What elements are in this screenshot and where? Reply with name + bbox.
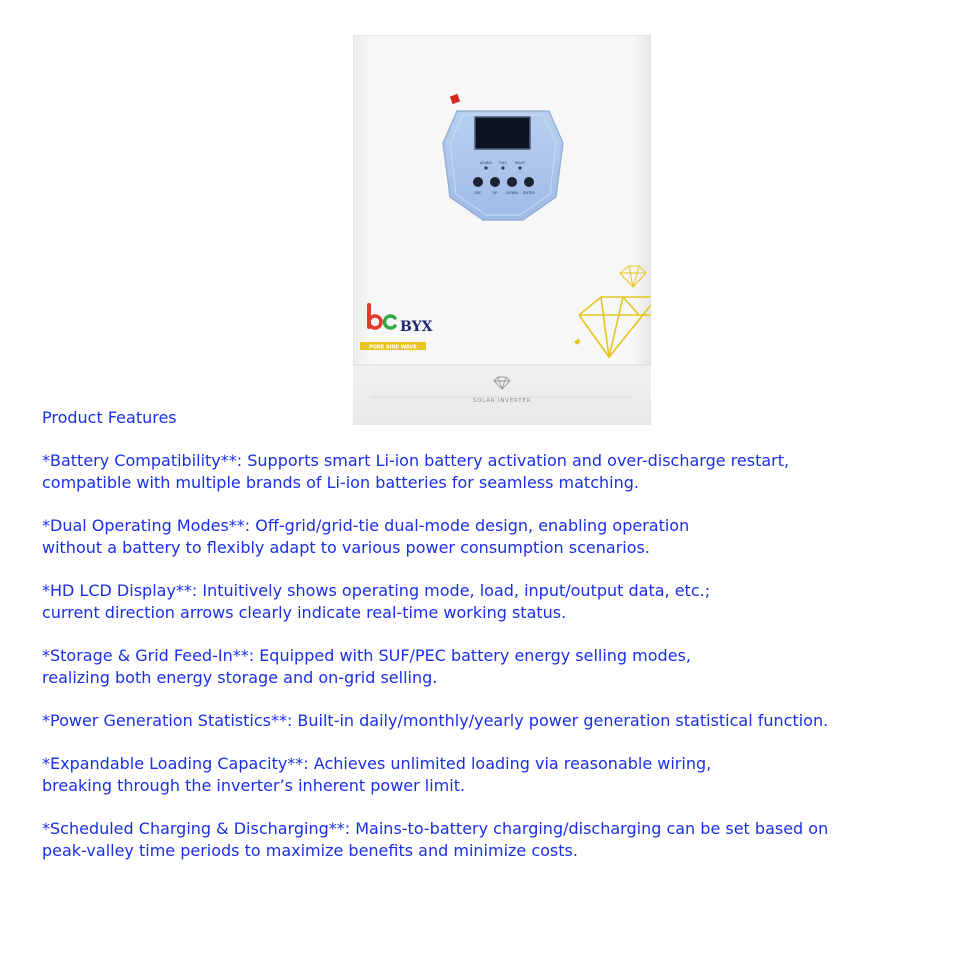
brand-name: BYX <box>400 319 433 335</box>
feature-line: peak-valley time periods to maximize benefits and minimize costs. <box>42 841 578 860</box>
product-features <box>42 407 942 883</box>
feature-line: *Battery Compatibility**: Supports smart Li-ion battery activation and over-discharge restart, <box>42 451 790 470</box>
feature-line: *Storage & Grid Feed-In**: Equipped with SUF/PEC battery energy selling modes, <box>42 646 691 665</box>
feature-line: *Power Generation Statistics**: Built-in daily/monthly/yearly power generation statistical function. <box>42 711 829 730</box>
down-button[interactable] <box>507 177 517 187</box>
feature-item <box>42 450 942 494</box>
esc-button-label: ESC <box>474 191 482 195</box>
lcd-screen <box>475 117 530 149</box>
up-button[interactable] <box>490 177 500 187</box>
feature-item <box>42 515 942 559</box>
up-button-label: UP <box>492 191 498 195</box>
indicator-label-ac: AC/INV <box>479 161 493 165</box>
feature-line: compatible with multiple brands of Li-ion batteries for seamless matching. <box>42 473 639 492</box>
indicator-label-chg: CHG <box>499 161 507 165</box>
tagline-text: PURE SINE WAVE <box>369 344 417 351</box>
feature-line: *Scheduled Charging & Discharging**: Mains-to-battery charging/discharging can be set based on <box>42 819 829 838</box>
feature-line: current direction arrows clearly indicate real-time working status. <box>42 603 567 622</box>
feature-item <box>42 753 942 797</box>
feature-line: *Expandable Loading Capacity**: Achieves unlimited loading via reasonable wiring, <box>42 754 712 773</box>
feature-line: realizing both energy storage and on-grid selling. <box>42 668 438 687</box>
solar-inverter-illustration <box>353 35 651 425</box>
feature-line: breaking through the inverter’s inherent power limit. <box>42 776 466 795</box>
feature-line: *Dual Operating Modes**: Off-grid/grid-tie dual-mode design, enabling operation <box>42 516 690 535</box>
enter-button[interactable] <box>524 177 534 187</box>
enter-button-label: ENTER <box>523 191 535 195</box>
control-panel <box>443 111 563 220</box>
feature-line: without a battery to flexibly adapt to various power consumption scenarios. <box>42 538 650 557</box>
product-image <box>353 35 651 425</box>
esc-button[interactable] <box>473 177 483 187</box>
feature-item <box>42 710 942 732</box>
feature-item <box>42 645 942 689</box>
feature-item <box>42 580 942 624</box>
indicator-label-fault: FAULT <box>514 161 526 165</box>
feature-item <box>42 818 942 862</box>
product-label: SOLAR INVERTER <box>472 398 532 404</box>
feature-line: *HD LCD Display**: Intuitively shows operating mode, load, input/output data, etc.; <box>42 581 711 600</box>
features-title: Product Features <box>42 408 177 427</box>
feature-list <box>42 450 942 862</box>
down-button-label: DOWN <box>506 191 518 195</box>
